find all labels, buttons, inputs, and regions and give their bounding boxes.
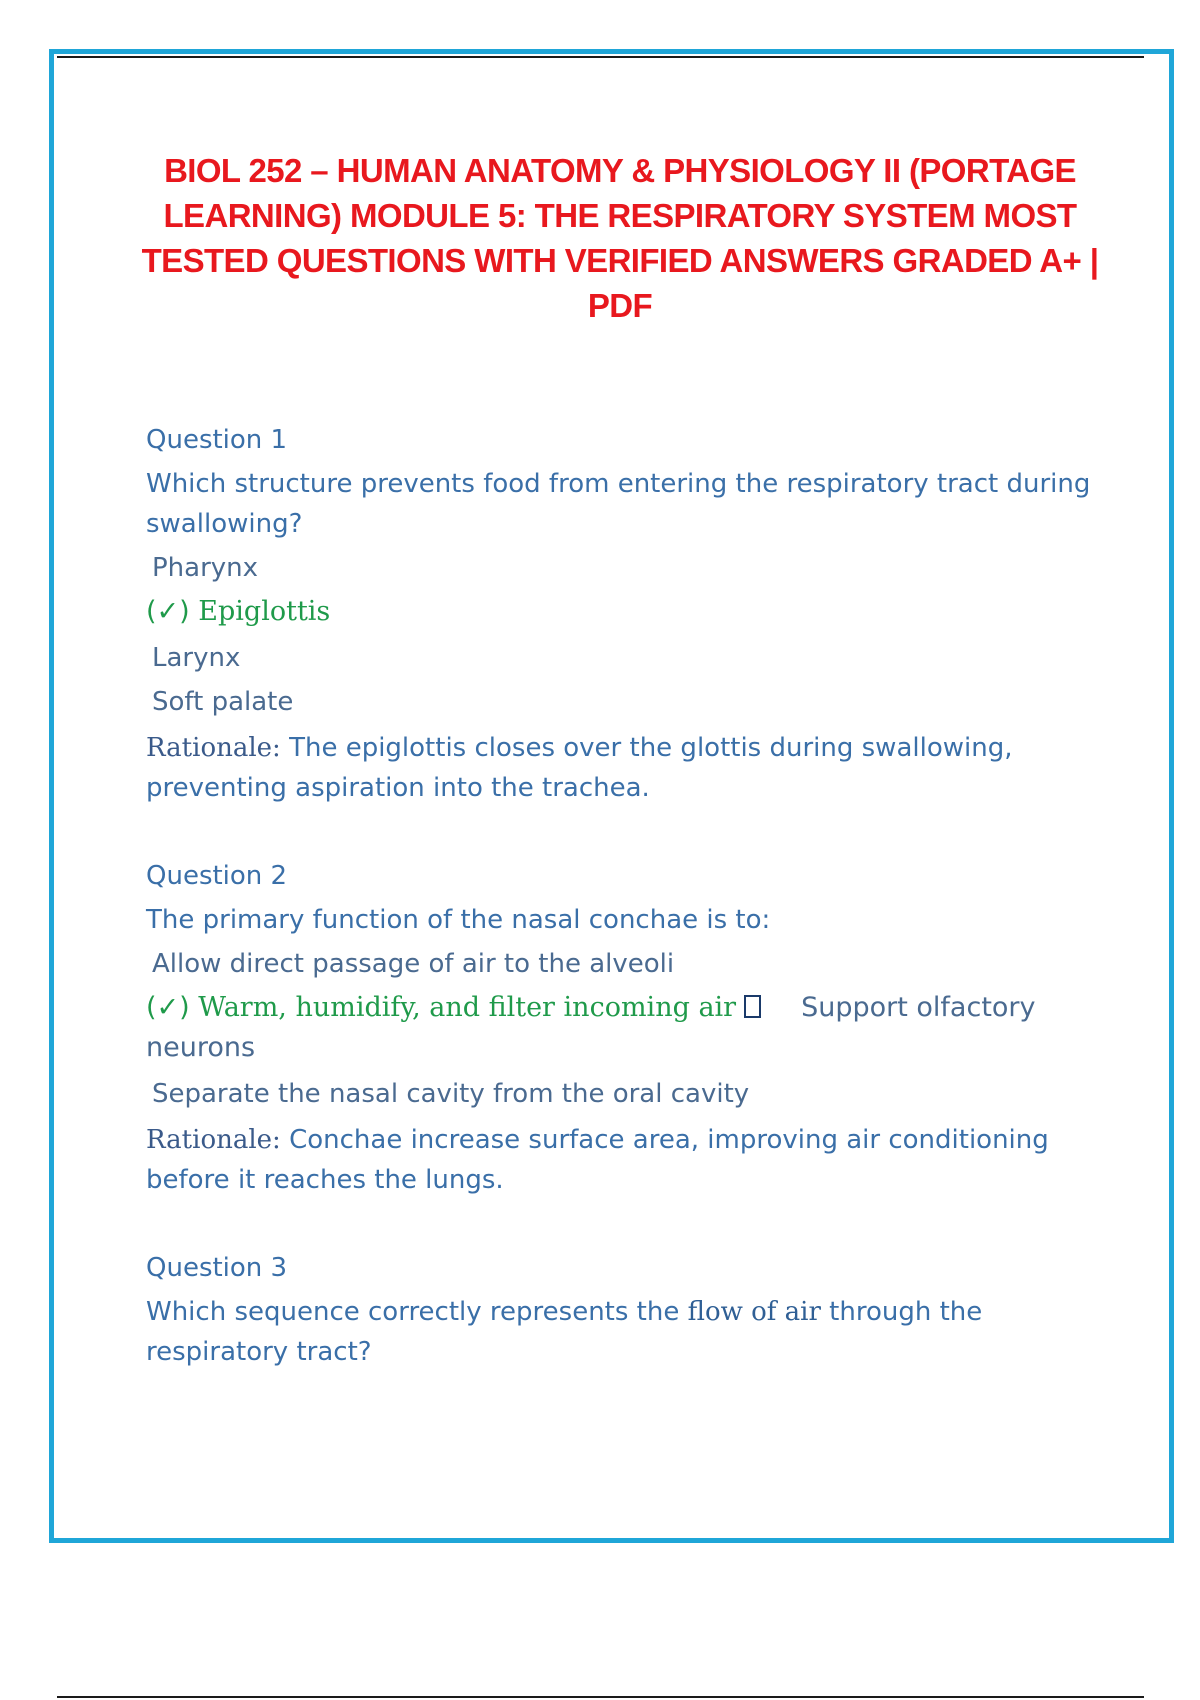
question-1 xyxy=(146,420,1106,808)
question-text: Which structure prevents food from entering the respiratory tract during swallowing? xyxy=(146,469,1091,539)
rationale-label: Rationale: xyxy=(146,733,281,763)
question-text-emphasis: flow of air xyxy=(687,1297,821,1327)
question-text-part2: through the respiratory tract? xyxy=(146,1297,983,1367)
option-d: Separate the nasal cavity from the oral cavity xyxy=(152,1079,750,1109)
option-a: Pharynx xyxy=(152,553,259,583)
option-b-text: Warm, humidify, and filter incoming air xyxy=(198,992,737,1023)
bottom-rule xyxy=(57,1696,1144,1698)
top-rule xyxy=(57,56,1144,58)
questions-list xyxy=(146,420,1106,1420)
question-2 xyxy=(146,856,1106,1200)
check-icon: (✓) xyxy=(146,596,190,627)
option-c: Support olfactory neurons xyxy=(146,992,1036,1063)
check-icon: (✓) xyxy=(146,992,190,1023)
option-b-text: Epiglottis xyxy=(198,596,331,627)
document-title: BIOL 252 – HUMAN ANATOMY & PHYSIOLOGY II (PORTAGE LEARNING) MODULE 5: THE RESPIRATORY SYSTEM MOST TESTED QUESTIONS WITH VERIFIED ANSWERS GRADED A+ | PDF xyxy=(141,152,1099,324)
option-a: Allow direct passage of air to the alveoli xyxy=(152,949,675,979)
question-label: Question 1 xyxy=(146,425,288,455)
question-label: Question 2 xyxy=(146,861,288,891)
rationale-text: Conchae increase surface area, improving air conditioning before it reaches the lungs. xyxy=(146,1125,1049,1195)
question-text: The primary function of the nasal conchae is to: xyxy=(146,905,771,935)
rationale xyxy=(146,1120,1106,1200)
question-text xyxy=(146,1292,1106,1372)
rationale xyxy=(146,728,1106,808)
option-d: Soft palate xyxy=(152,687,294,717)
question-text-part1: Which sequence correctly represents the xyxy=(146,1297,688,1327)
option-b-correct xyxy=(146,988,1106,1068)
question-3 xyxy=(146,1248,1106,1372)
option-b-correct xyxy=(146,592,1106,632)
option-c: Larynx xyxy=(152,643,241,673)
rationale-label: Rationale: xyxy=(146,1125,281,1155)
rationale-text: The epiglottis closes over the glottis during swallowing, preventing aspiration into the trachea. xyxy=(146,733,1013,803)
question-label: Question 3 xyxy=(146,1253,288,1283)
missing-glyph-box-icon xyxy=(744,995,761,1018)
